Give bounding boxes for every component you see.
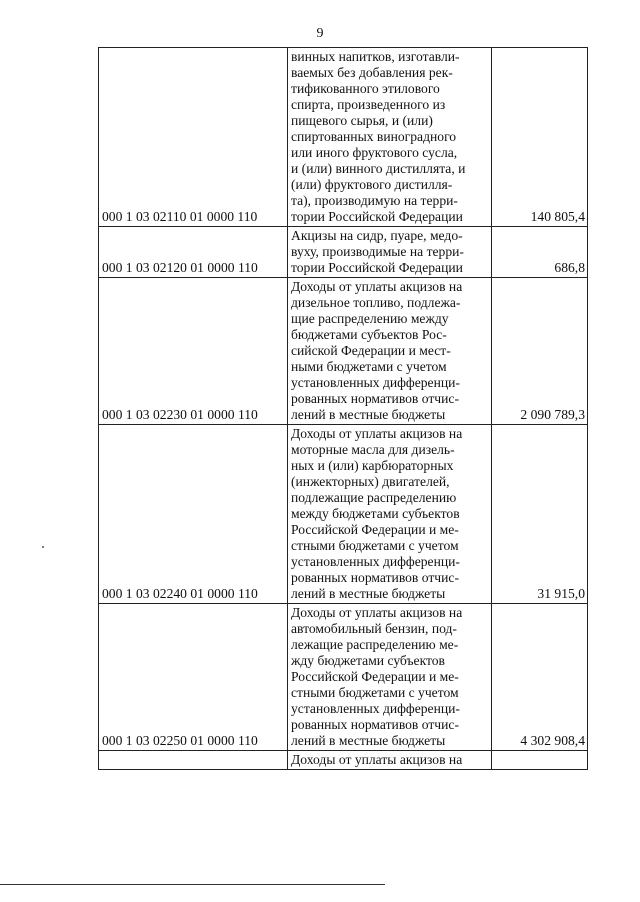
description-line: сийской Федерации и мест- xyxy=(291,343,451,358)
description-line: или иного фруктового сусла, xyxy=(291,145,458,160)
description-line: рованных нормативов отчис- xyxy=(291,570,459,585)
description-line: и (или) винного дистиллята, и xyxy=(291,161,466,176)
description-line: Российской Федерации и ме- xyxy=(291,522,459,537)
table-row xyxy=(99,48,588,227)
budget-code-cell: 000 1 03 02120 01 0000 110 xyxy=(99,227,288,278)
table-row xyxy=(99,604,588,751)
description-line: ных и (или) карбюраторных xyxy=(291,458,454,473)
amount-cell: 4 302 908,4 xyxy=(492,604,588,751)
description-line: Доходы от уплаты акцизов на xyxy=(291,752,463,767)
description-line: ными бюджетами с учетом xyxy=(291,359,447,374)
description-line: тификованного этилового xyxy=(291,81,440,96)
footnote-rule xyxy=(0,884,385,885)
description-line: лежащие распределению ме- xyxy=(291,637,459,652)
description-line: рованных нормативов отчис- xyxy=(291,717,459,732)
description-line: Доходы от уплаты акцизов на xyxy=(291,426,463,441)
revenue-table xyxy=(98,47,588,770)
description-cell xyxy=(288,227,492,278)
description-cell xyxy=(288,48,492,227)
table-row xyxy=(99,425,588,604)
table-row xyxy=(99,227,588,278)
description-line: ваемых без добавления рек- xyxy=(291,65,453,80)
amount-cell: 140 805,4 xyxy=(492,48,588,227)
amount-cell: 686,8 xyxy=(492,227,588,278)
description-line: дизельное топливо, подлежа- xyxy=(291,295,461,310)
description-cell xyxy=(288,751,492,770)
description-line: (инжекторных) двигателей, xyxy=(291,474,450,489)
description-line: спиртованных виноградного xyxy=(291,129,457,144)
amount-cell: 2 090 789,3 xyxy=(492,278,588,425)
description-line: между бюджетами субъектов xyxy=(291,506,460,521)
description-cell xyxy=(288,425,492,604)
budget-code-cell: 000 1 03 02240 01 0000 110 xyxy=(99,425,288,604)
amount-cell xyxy=(492,751,588,770)
description-line: Акцизы на сидр, пуаре, медо- xyxy=(291,228,463,243)
description-line: лений в местные бюджеты xyxy=(291,733,446,748)
description-line: Доходы от уплаты акцизов на xyxy=(291,279,463,294)
description-line: установленных дифференци- xyxy=(291,554,460,569)
budget-code-cell: 000 1 03 02110 01 0000 110 xyxy=(99,48,288,227)
description-line: лений в местные бюджеты xyxy=(291,407,446,422)
description-line: щие распределению между xyxy=(291,311,449,326)
revenue-table-body xyxy=(99,48,588,770)
description-line: автомобильный бензин, под- xyxy=(291,621,457,636)
budget-code-cell xyxy=(99,751,288,770)
description-line: стными бюджетами с учетом xyxy=(291,538,459,553)
description-line: винных напитков, изготавли- xyxy=(291,49,460,64)
description-line: спирта, произведенного из xyxy=(291,97,446,112)
description-line: установленных дифференци- xyxy=(291,701,460,716)
description-line: жду бюджетами субъектов xyxy=(291,653,445,668)
table-row xyxy=(99,278,588,425)
description-cell xyxy=(288,278,492,425)
description-line: Доходы от уплаты акцизов на xyxy=(291,605,463,620)
page-number: 9 xyxy=(316,26,324,41)
description-line: подлежащие распределению xyxy=(291,490,457,505)
description-line: Российской Федерации и ме- xyxy=(291,669,459,684)
description-line: пищевого сырья, и (или) xyxy=(291,113,433,128)
description-line: установленных дифференци- xyxy=(291,375,460,390)
scan-speck xyxy=(42,546,44,548)
amount-cell: 31 915,0 xyxy=(492,425,588,604)
description-line: моторные масла для дизель- xyxy=(291,442,455,457)
description-line: тории Российской Федерации xyxy=(291,209,463,224)
table-row xyxy=(99,751,588,770)
description-line: лений в местные бюджеты xyxy=(291,586,446,601)
description-line: (или) фруктового дистилля- xyxy=(291,177,453,192)
description-line: стными бюджетами с учетом xyxy=(291,685,459,700)
budget-code-cell: 000 1 03 02250 01 0000 110 xyxy=(99,604,288,751)
description-line: рованных нормативов отчис- xyxy=(291,391,459,406)
budget-code-cell: 000 1 03 02230 01 0000 110 xyxy=(99,278,288,425)
description-line: вуху, производимые на терри- xyxy=(291,244,464,259)
description-cell xyxy=(288,604,492,751)
description-line: бюджетами субъектов Рос- xyxy=(291,327,447,342)
description-line: та), производимую на терри- xyxy=(291,193,458,208)
description-line: тории Российской Федерации xyxy=(291,260,463,275)
